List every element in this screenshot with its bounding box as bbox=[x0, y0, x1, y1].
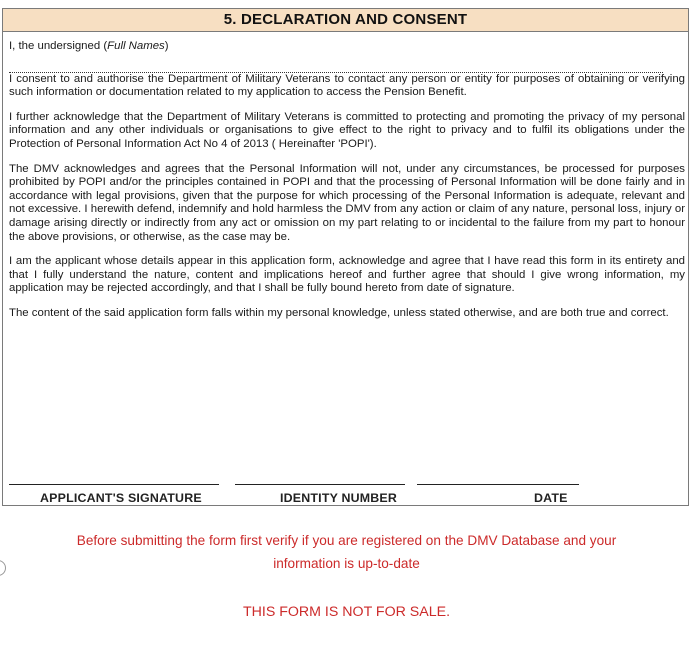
declaration-form-section bbox=[2, 8, 689, 506]
privacy-paragraph: I further acknowledge that the Department of Military Veterans is committed to protecting and promoting the privacy of my personal information and any other individuals or organisations to give effect to the right to privacy and to fulfil its obligations under the Protection of Personal Information Act No 4 of 2013 ( Hereinafter 'POPI'). bbox=[9, 110, 685, 150]
declaration-content bbox=[9, 40, 685, 321]
date-field[interactable] bbox=[417, 484, 579, 485]
verify-notice-line1: Before submitting the form first verify if you are registered on the DMV Database and your bbox=[76, 533, 617, 548]
full-names-label bbox=[9, 40, 685, 54]
full-names-field[interactable] bbox=[9, 64, 663, 73]
applicant-acknowledgement-paragraph: I am the applicant whose details appear in this application form, acknowledge and agree that I have read this form in its entirety and that I fully understand the nature, content and implications hereof and further agree that should I give wrong information, my application may be rejected accordingly, and that I shall be fully bound hereto from date of signature. bbox=[9, 255, 685, 295]
applicant-signature-field[interactable] bbox=[9, 484, 219, 485]
full-names-label-prefix: I, the undersigned ( bbox=[9, 40, 108, 52]
popi-paragraph: The DMV acknowledges and agrees that the Personal Information will not, under any circumstances, be processed for purposes prohibited by POPI and/or the principles contained in POPI and that the processing of Personal Information will be done fairly and in accordance with legal provisions, given that the purpose for which processing of the Personal Information is adequate, relevant and not excessive. I herewith defend, indemnify and hold harmless the DMV from any action or claim of any nature, personal loss, injury or damage arising directly or indirectly from any act or omission on my part relating to or incidental to the failure from my part to honour the above provisions, or otherwise, as the case may be. bbox=[9, 162, 685, 243]
truth-statement-paragraph: The content of the said application form falls within my personal knowledge, unless stated otherwise, and are both true and correct. bbox=[9, 306, 669, 319]
consent-paragraph: I consent to and authorise the Department of Military Veterans to contact any person or entity for purposes of obtaining or verifying such information or documentation related to my application to access the Pension Benefit. bbox=[9, 72, 685, 99]
date-label: DATE bbox=[534, 491, 568, 505]
identity-number-field[interactable] bbox=[235, 484, 405, 485]
not-for-sale-notice: THIS FORM IS NOT FOR SALE. bbox=[242, 604, 451, 620]
applicant-signature-label: APPLICANT'S SIGNATURE bbox=[40, 491, 202, 505]
section-title: 5. DECLARATION AND CONSENT bbox=[3, 9, 688, 32]
full-names-label-suffix: ) bbox=[164, 40, 169, 52]
verify-notice-line2: information is up-to-date bbox=[273, 556, 420, 571]
identity-number-label: IDENTITY NUMBER bbox=[280, 491, 398, 505]
full-names-label-italic: Full Names bbox=[107, 40, 165, 52]
